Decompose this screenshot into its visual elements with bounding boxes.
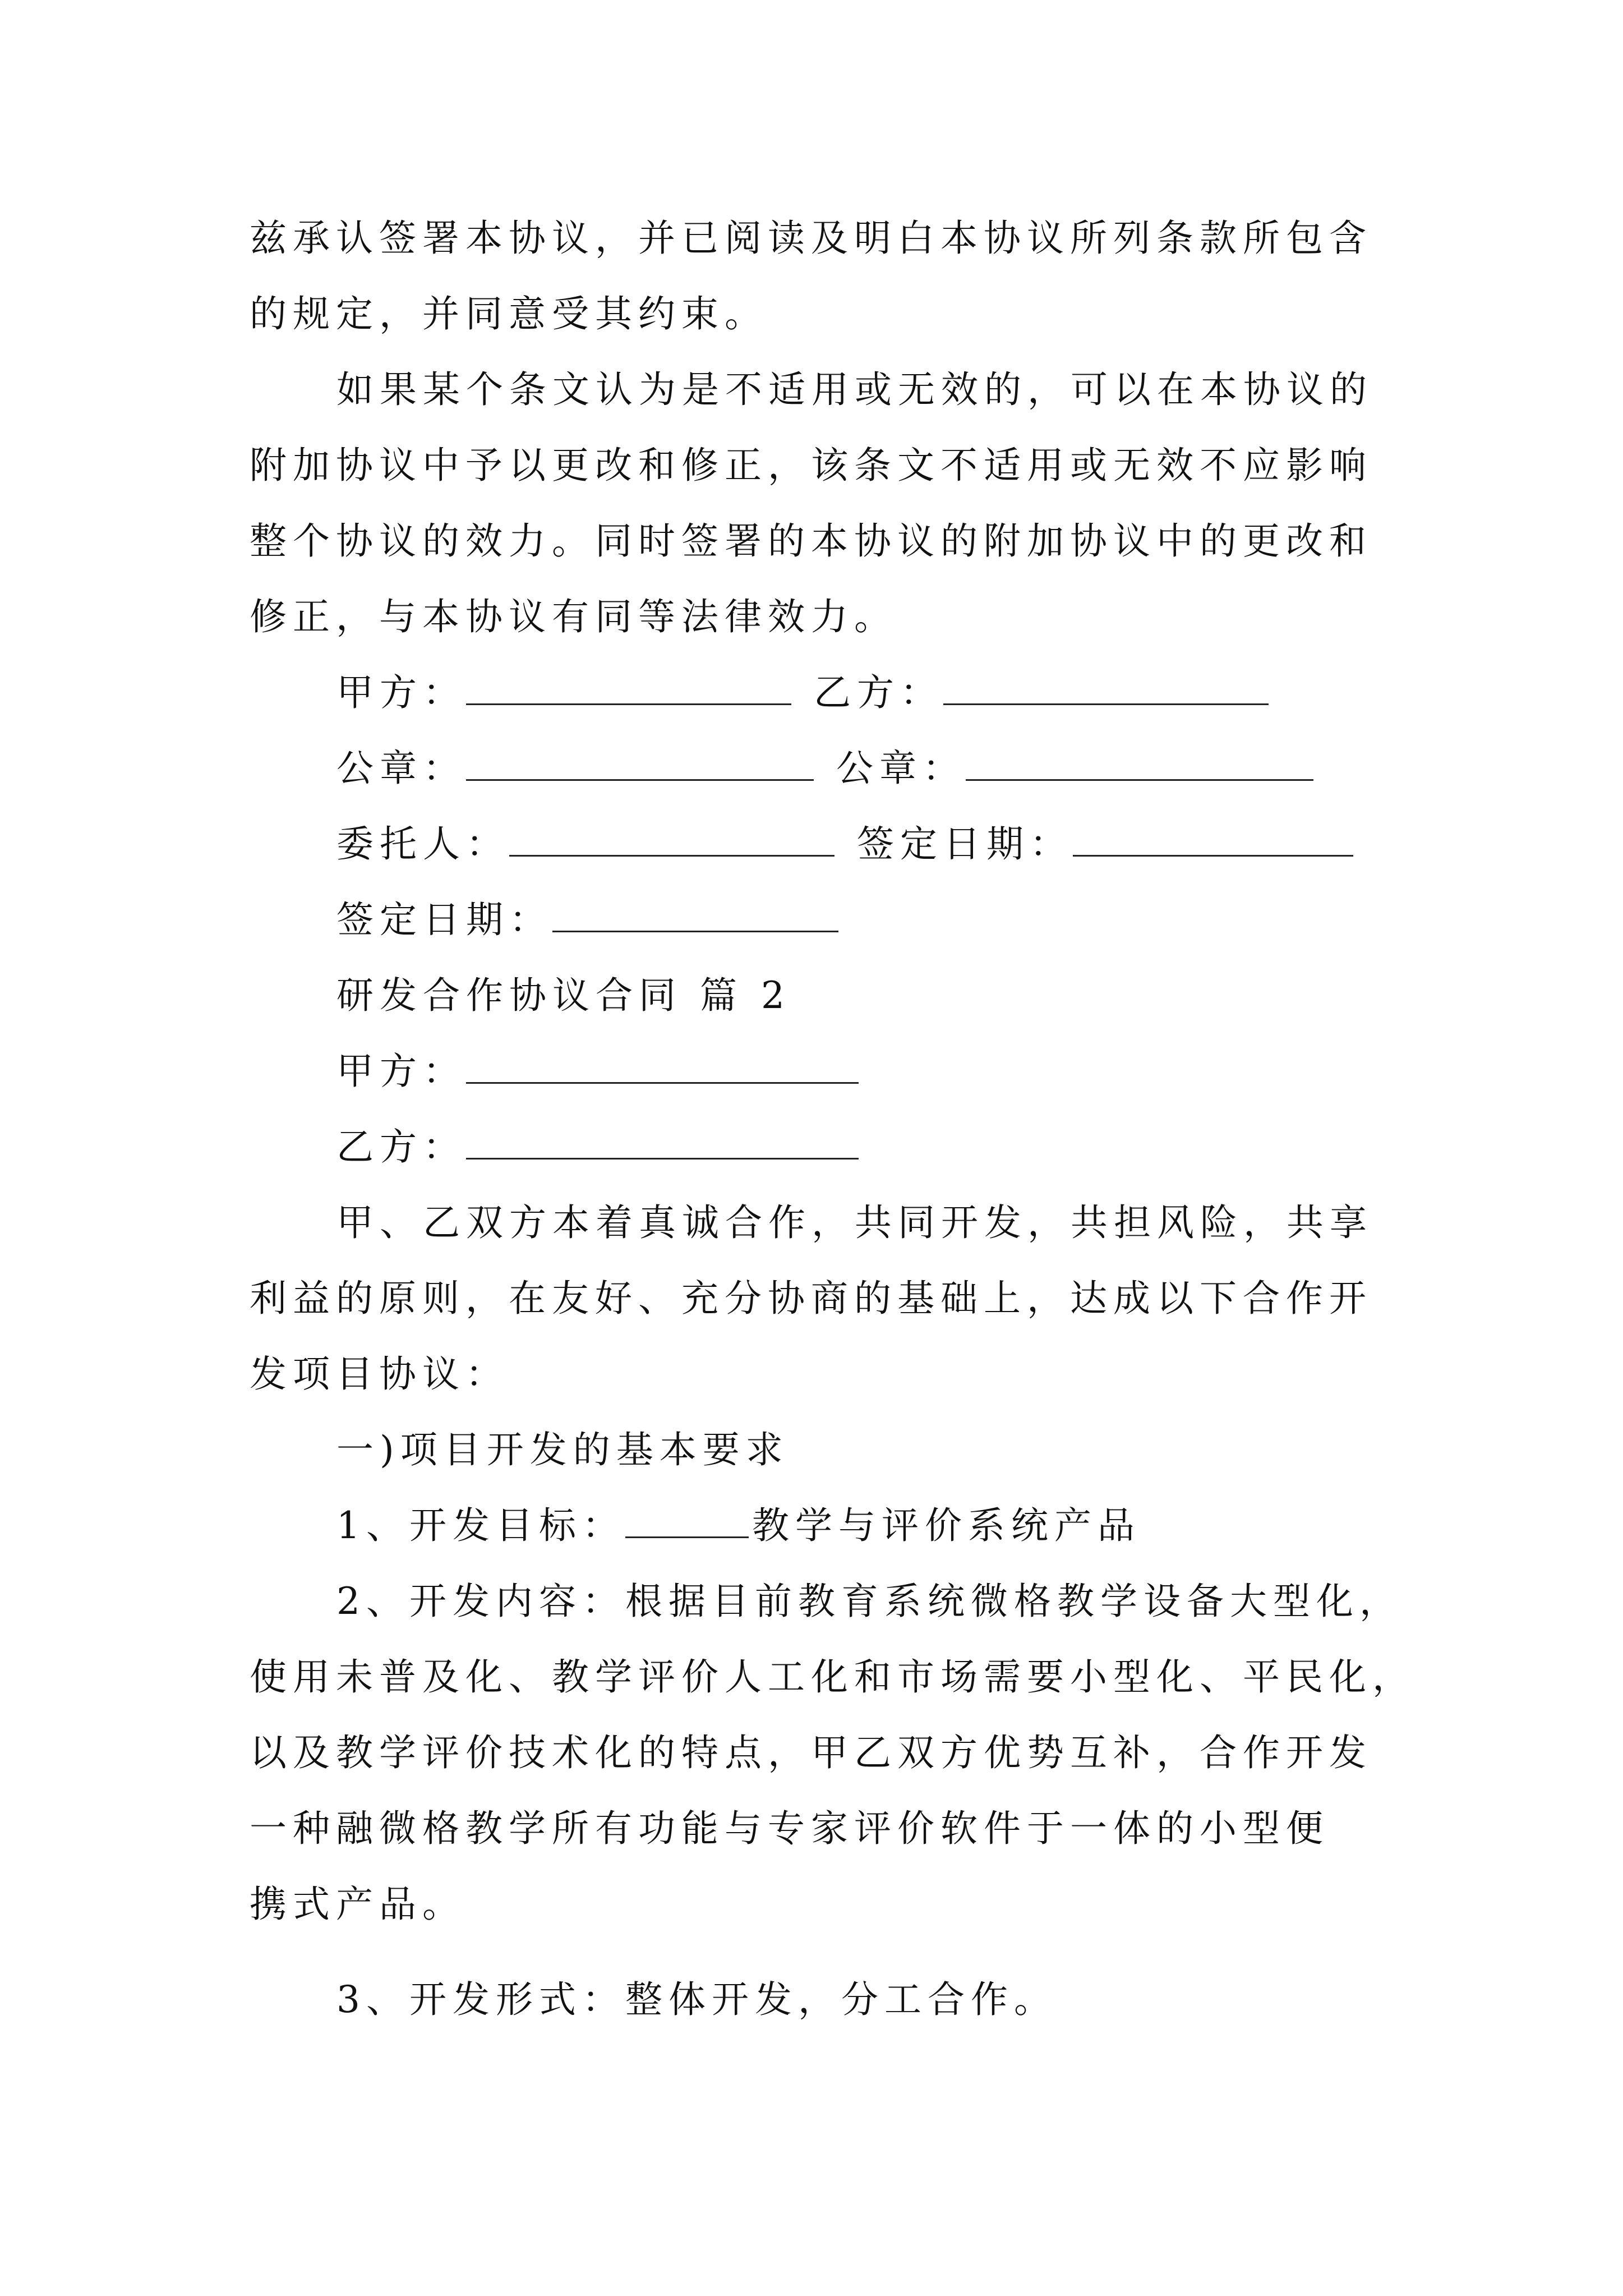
- section-2-party-a-blank[interactable]: [466, 1050, 859, 1084]
- heading-1: 一)项目开发的基本要求: [336, 1428, 789, 1471]
- signature-row-agent: [336, 822, 1376, 867]
- paragraph-2-line-2: 附加协议中予以更改和修正，该条文不适用或无效不应影响: [250, 444, 1372, 487]
- section-2-party-b-label: 乙方：: [336, 1125, 466, 1168]
- item-1-prefix: 1、开发目标：: [336, 1504, 625, 1547]
- sign-date-b-label: 签定日期：: [857, 822, 1073, 866]
- intro-line-2: 利益的原则，在友好、充分协商的基础上，达成以下合作开: [250, 1277, 1372, 1320]
- seal-a-label: 公章：: [336, 747, 466, 790]
- item-1-suffix: 教学与评价系统产品: [752, 1504, 1141, 1547]
- sign-date-a-label: 签定日期：: [336, 898, 552, 941]
- party-b-blank[interactable]: [943, 671, 1269, 705]
- section-2-party-a-row: [336, 1049, 881, 1094]
- sign-date-a-blank[interactable]: [552, 898, 838, 932]
- seal-b-label: 公章：: [836, 747, 966, 790]
- agent-label: 委托人：: [336, 822, 509, 866]
- paragraph-2-line-3: 整个协议的效力。同时签署的本协议的附加协议中的更改和: [250, 519, 1372, 563]
- item-2-line-2: 使用未普及化、教学评价人工化和市场需要小型化、平民化，: [250, 1655, 1415, 1699]
- item-2-line-1: 2、开发内容：根据目前教育系统微格教学设备大型化，: [336, 1580, 1403, 1623]
- section-2-title: 研发合作协议合同 篇 2: [336, 974, 791, 1017]
- seal-b-blank[interactable]: [966, 747, 1313, 781]
- item-2-line-3: 以及教学评价技术化的特点，甲乙双方优势互补，合作开发: [250, 1731, 1372, 1774]
- intro-line-1: 甲、乙双方本着真诚合作，共同开发，共担风险，共享: [336, 1201, 1373, 1244]
- seal-a-blank[interactable]: [466, 747, 814, 781]
- paragraph-2-line-1: 如果某个条文认为是不适用或无效的，可以在本协议的: [336, 368, 1373, 411]
- paragraph-2-line-4: 修正，与本协议有同等法律效力。: [250, 595, 897, 638]
- party-a-label: 甲方：: [336, 671, 466, 714]
- item-2-line-5: 携式产品。: [250, 1883, 465, 1926]
- item-2-line-4: 一种融微格教学所有功能与专家评价软件于一体的小型便: [250, 1807, 1329, 1850]
- party-a-blank[interactable]: [466, 671, 791, 705]
- item-1-blank[interactable]: [625, 1504, 749, 1538]
- item-3: 3、开发形式：整体开发，分工合作。: [336, 1978, 1057, 2021]
- paragraph-1-line-1: 兹承认签署本协议，并已阅读及明白本协议所列条款所包含: [250, 217, 1372, 260]
- signature-row-parties: [336, 670, 1291, 715]
- section-2-party-b-row: [336, 1125, 881, 1170]
- agent-blank[interactable]: [509, 822, 834, 857]
- signature-row-seals: [336, 746, 1336, 791]
- signature-row-date: [336, 898, 861, 942]
- party-b-label: 乙方：: [814, 671, 943, 714]
- paragraph-1-line-2: 的规定，并同意受其约束。: [250, 292, 768, 335]
- intro-line-3: 发项目协议：: [250, 1352, 509, 1396]
- section-2-party-a-label: 甲方：: [336, 1050, 466, 1093]
- item-1-row: [336, 1503, 1141, 1548]
- sign-date-b-blank[interactable]: [1073, 822, 1353, 857]
- section-2-party-b-blank[interactable]: [466, 1125, 859, 1159]
